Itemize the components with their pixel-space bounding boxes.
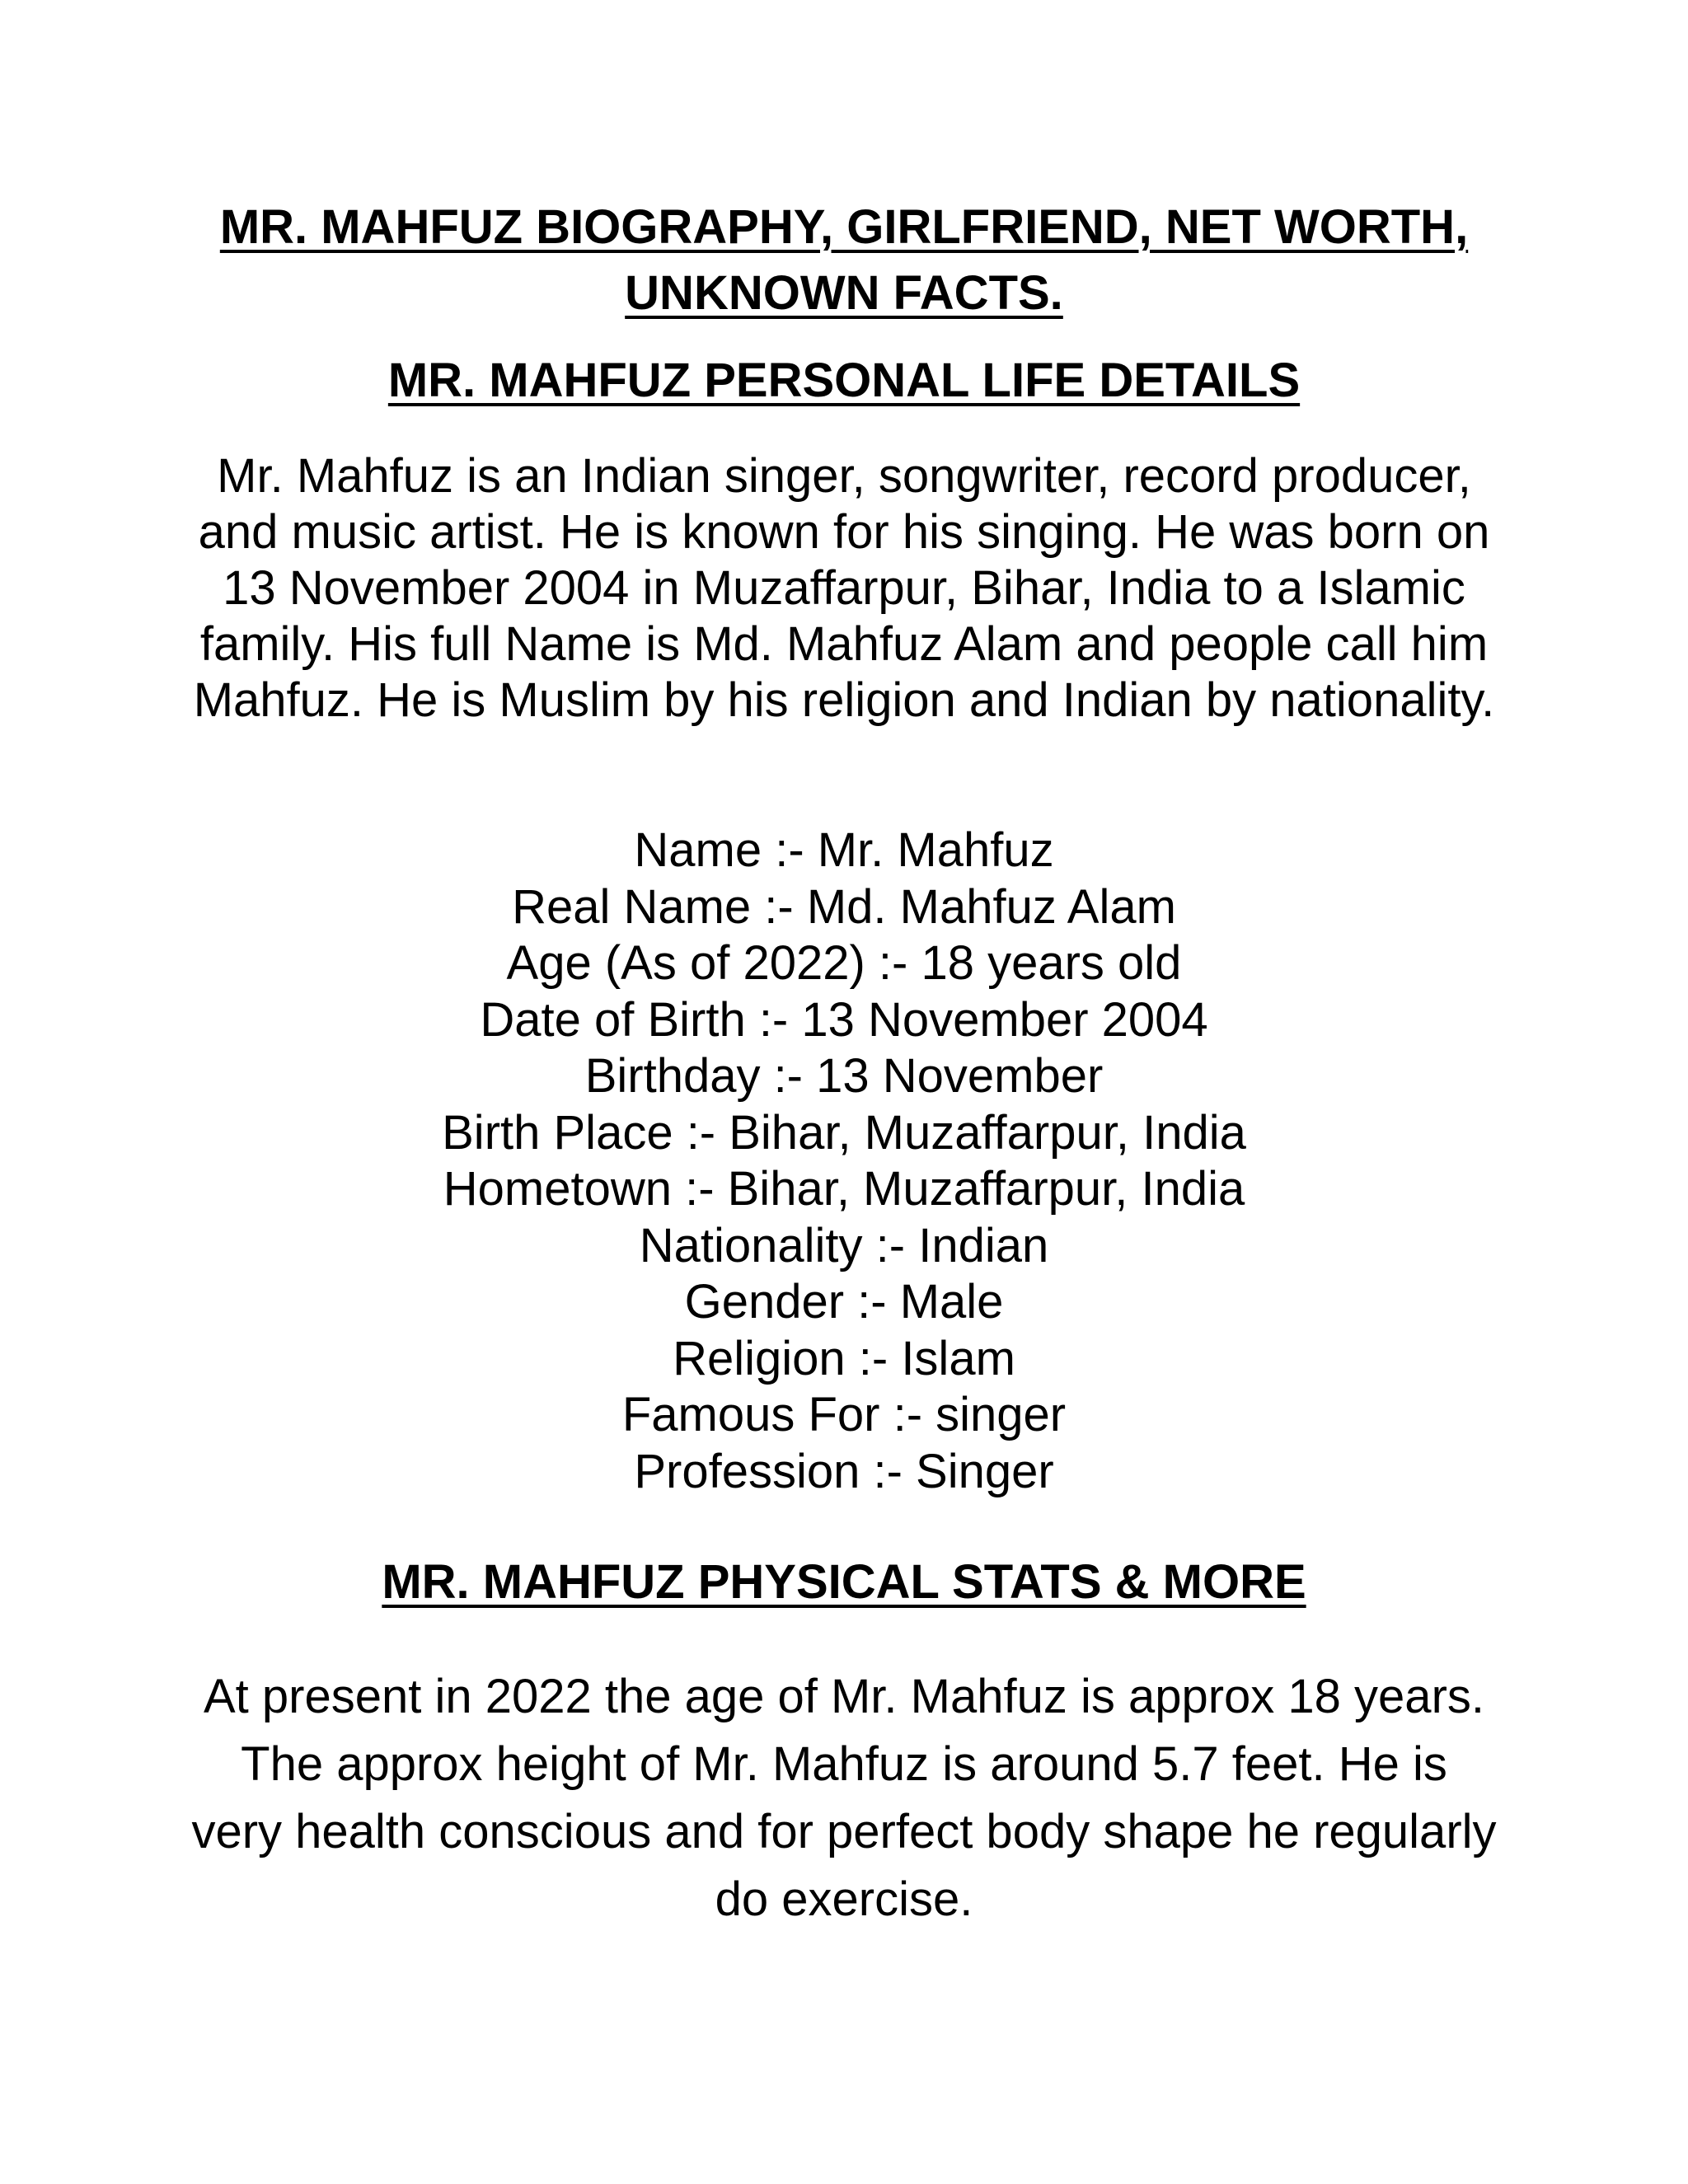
detail-famous-for: Famous For :- singer [621,1388,1067,1441]
detail-name: Name :- Mr. Mahfuz [634,823,1054,877]
detail-birthday: Birthday :- 13 November [584,1049,1104,1103]
detail-nationality: Nationality :- Indian [639,1218,1049,1272]
physical-stats-heading: MR. MAHFUZ PHYSICAL STATS & MORE [382,1555,1306,1609]
detail-religion: Religion :- Islam [673,1331,1015,1385]
personal-life-heading: MR. MAHFUZ PERSONAL LIFE DETAILS [387,354,1301,407]
personal-details-list [190,823,1498,1500]
detail-date-of-birth: Date of Birth :- 13 November 2004 [480,992,1208,1047]
detail-gender: Gender :- Male [684,1275,1004,1329]
detail-profession: Profession :- Singer [634,1444,1054,1498]
physical-stats-text: At present in 2022 the age of Mr. Mahfuz is approx 18 years. The approx height of Mr. Mahfuz is around 5.7 feet. He is very health conscious and for perfect body shape he regularly do exercise. [191,1670,1497,1926]
detail-real-name: Real Name :- Md. Mahfuz Alam [512,879,1176,934]
personal-life-intro: Mr. Mahfuz is an Indian singer, songwriter, record producer, and music artist. He is known for his singing. He was born on 13 November 2004 in Muzaffarpur, Bihar, India to a Islamic family. His full Name is Md. Mahfuz Alam and people call him Mahfuz. He is Muslim by his religion and Indian by nationality. [193,449,1495,727]
detail-age: Age (As of 2022) :- 18 years old [506,936,1182,990]
document-title: MR. MAHFUZ BIOGRAPHY, GIRLFRIEND, NET WORTH, UNKNOWN FACTS. [219,200,1469,320]
detail-birth-place: Birth Place :- Bihar, Muzaffarpur, India [442,1105,1246,1160]
detail-hometown: Hometown :- Bihar, Muzaffarpur, India [443,1162,1245,1216]
